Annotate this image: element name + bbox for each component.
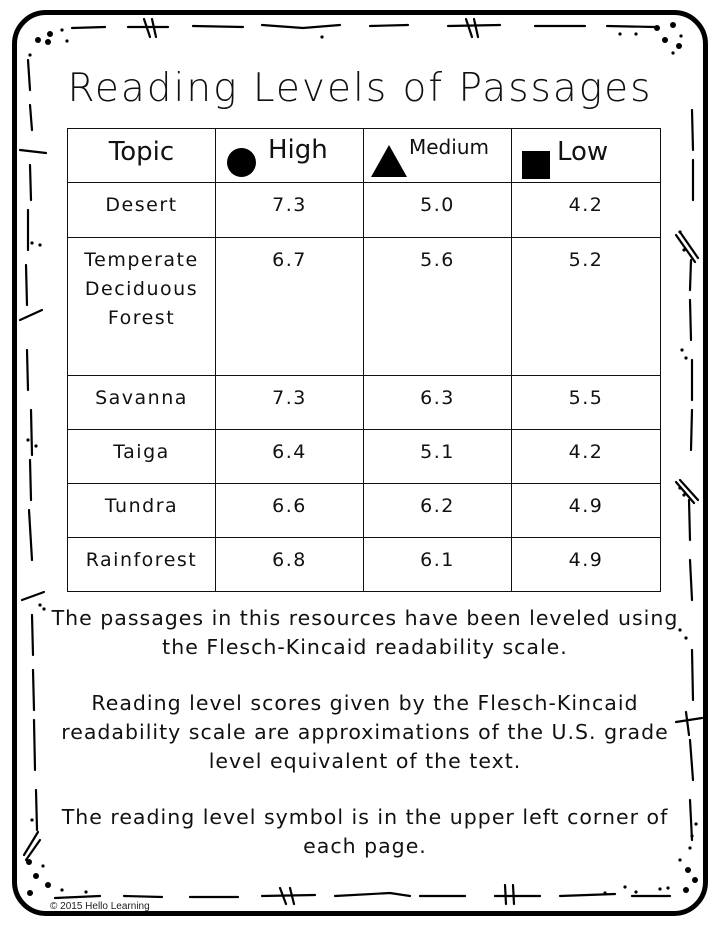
table-row [68, 538, 661, 592]
cell-topic: Rainforest [68, 538, 216, 592]
cell-medium: 6.2 [364, 484, 512, 538]
cell-low: 5.2 [512, 238, 661, 376]
cell-high: 6.6 [216, 484, 364, 538]
explanation-text [40, 604, 690, 888]
cell-topic: Tundra [68, 484, 216, 538]
table-row [68, 484, 661, 538]
header-label: Medium [409, 135, 489, 159]
cell-high: 7.3 [216, 183, 364, 238]
cell-topic: Temperate Deciduous Forest [68, 238, 216, 376]
cell-topic: Desert [68, 183, 216, 238]
paragraph-score-meaning: Reading level scores given by the Flesch-Kincaid readability scale are approximations of the U.S. grade level equivalent of the text. [61, 691, 669, 773]
cell-high: 7.3 [216, 376, 364, 430]
cell-high: 6.8 [216, 538, 364, 592]
table-row [68, 430, 661, 484]
header-label: High [268, 135, 328, 165]
copyright-notice: © 2015 Hello Learning [50, 901, 150, 912]
triangle-icon [371, 145, 407, 177]
header-label: Topic [108, 137, 175, 167]
cell-medium: 6.3 [364, 376, 512, 430]
circle-icon [227, 148, 256, 177]
cell-low: 4.2 [512, 183, 661, 238]
header-topic [68, 129, 216, 183]
cell-medium: 5.0 [364, 183, 512, 238]
cell-low: 5.5 [512, 376, 661, 430]
reading-levels-table [67, 128, 661, 592]
cell-medium: 5.6 [364, 238, 512, 376]
table-row [68, 376, 661, 430]
cell-topic: Taiga [68, 430, 216, 484]
paragraph-leveling-method: The passages in this resources have been leveled using the Flesch-Kincaid readability scale. [51, 606, 679, 659]
header-medium [364, 129, 512, 183]
page-title: Reading Levels of Passages [67, 66, 653, 111]
header-label: Low [557, 137, 609, 167]
cell-medium: 6.1 [364, 538, 512, 592]
square-icon [522, 151, 550, 179]
cell-high: 6.4 [216, 430, 364, 484]
cell-high: 6.7 [216, 238, 364, 376]
header-high [216, 129, 364, 183]
cell-topic: Savanna [68, 376, 216, 430]
table-row [68, 183, 661, 238]
table-header-row [68, 129, 661, 183]
cell-medium: 5.1 [364, 430, 512, 484]
cell-low: 4.9 [512, 538, 661, 592]
header-low [512, 129, 661, 183]
cell-low: 4.9 [512, 484, 661, 538]
paragraph-symbol-location: The reading level symbol is in the upper left corner of each page. [61, 805, 669, 858]
cell-low: 4.2 [512, 430, 661, 484]
table-row [68, 238, 661, 376]
